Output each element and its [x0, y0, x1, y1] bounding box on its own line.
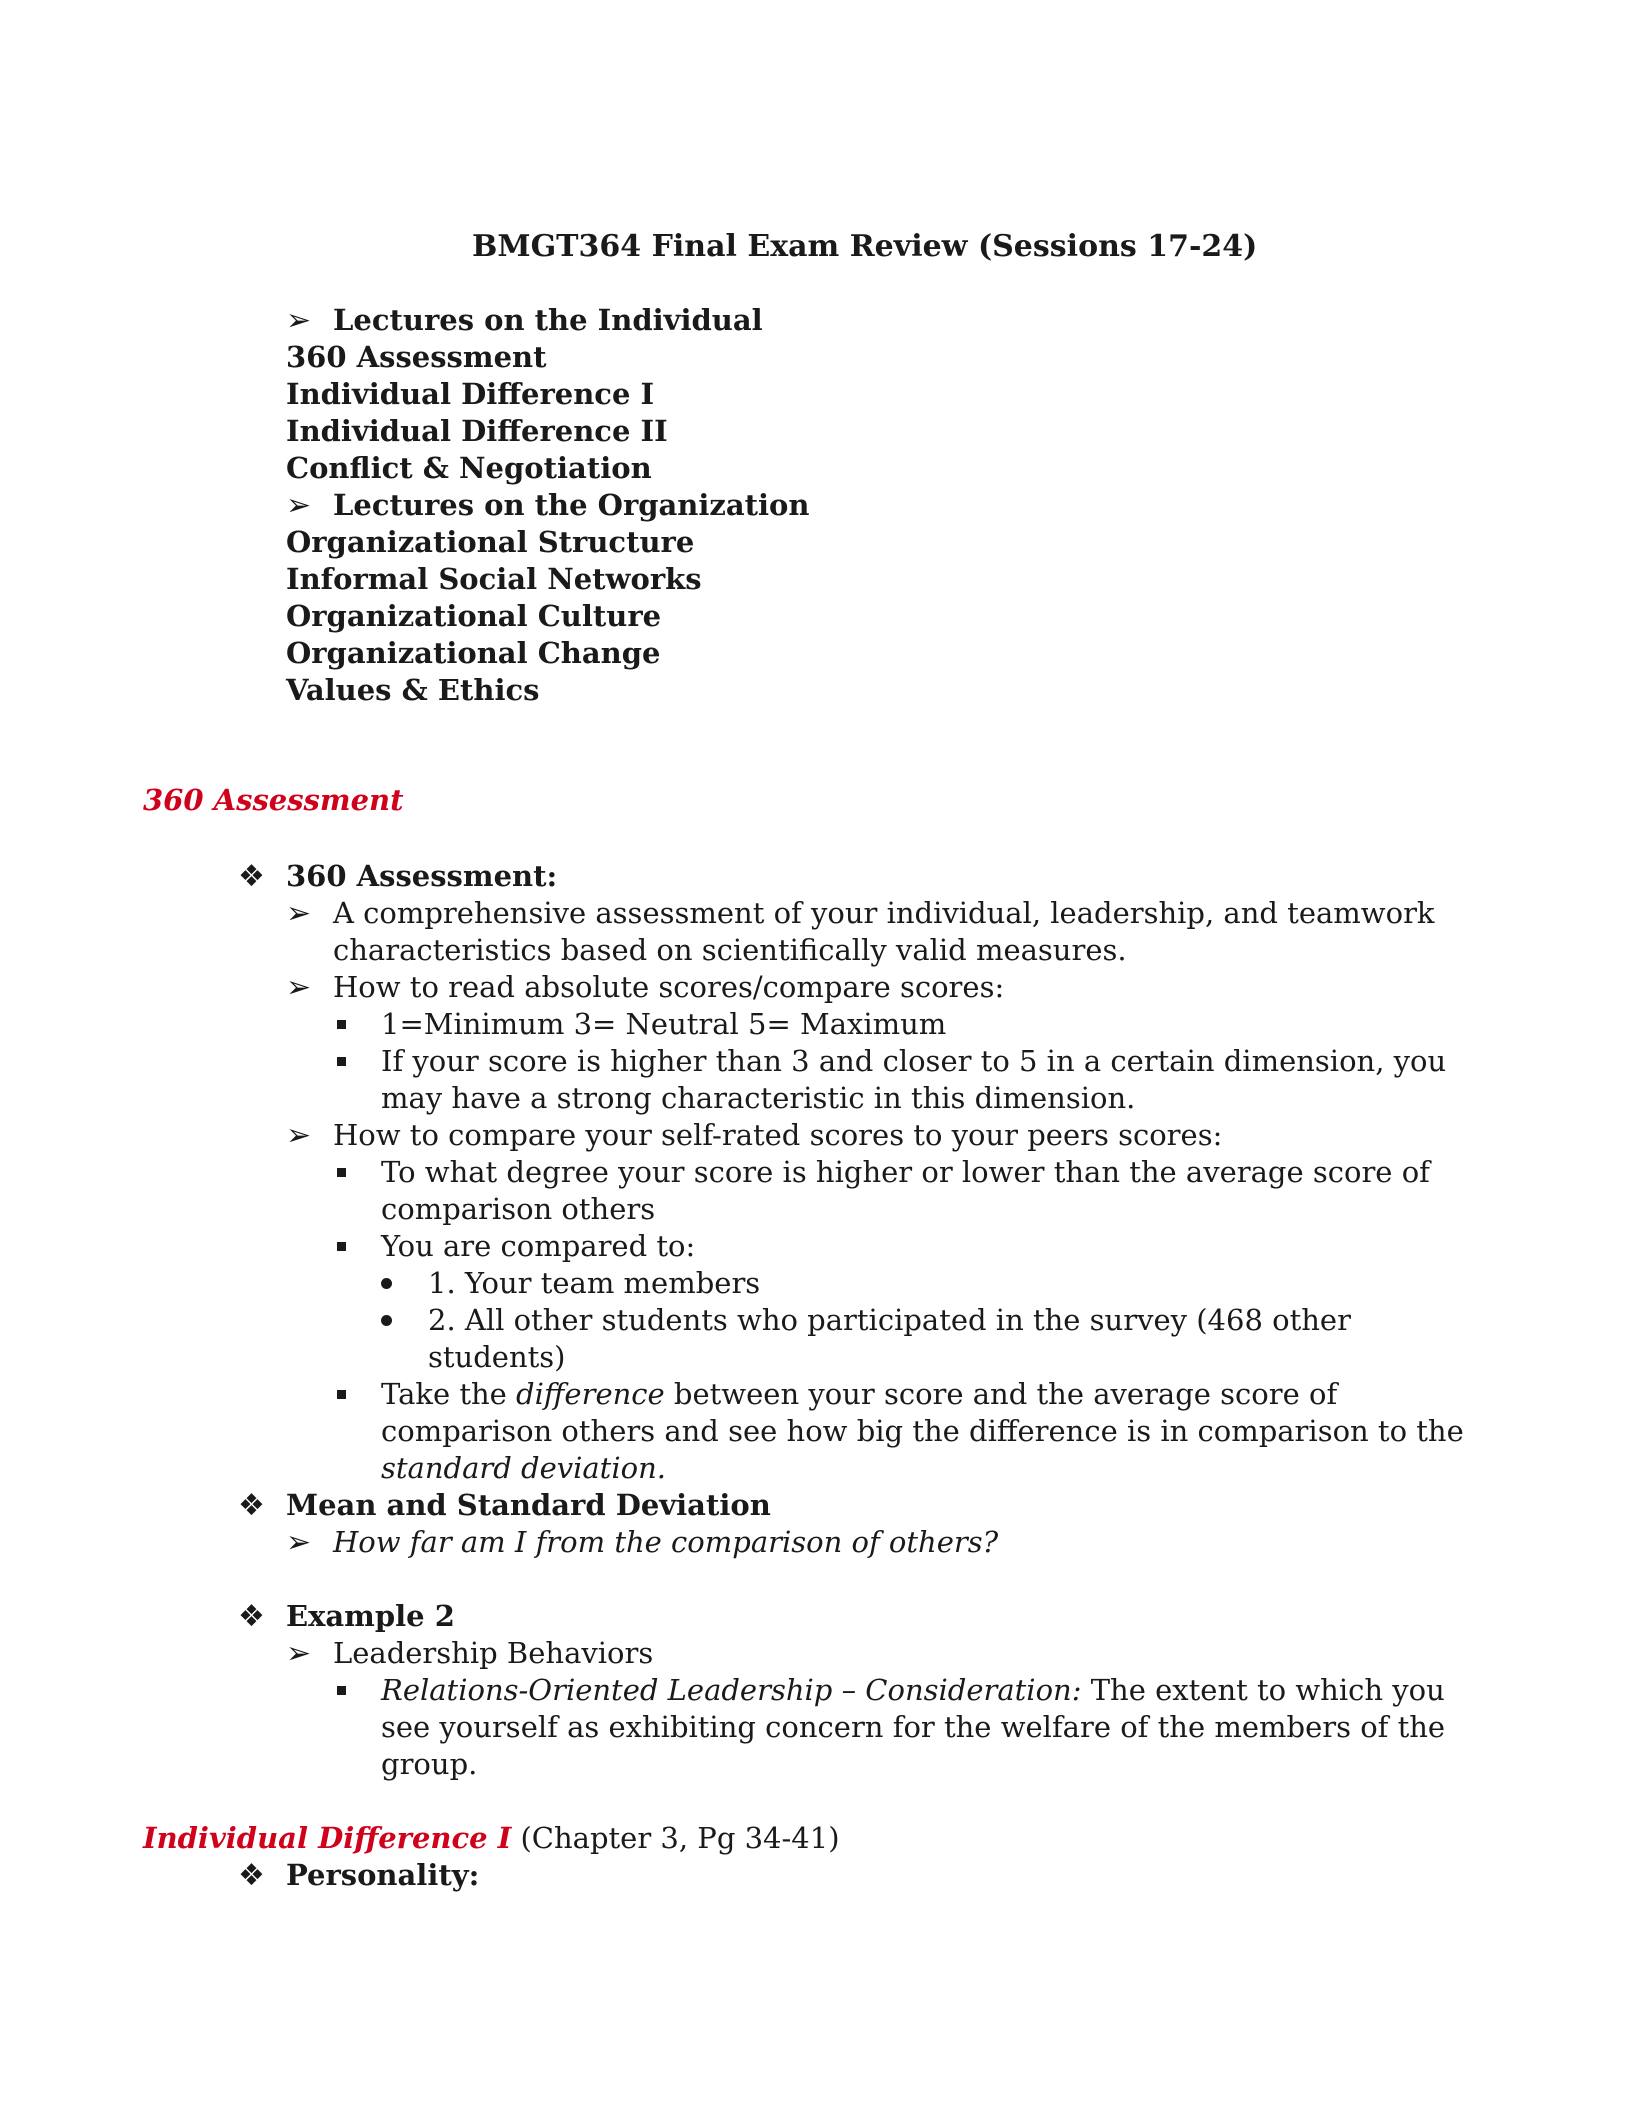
arrow-bullet-icon: ➢: [286, 1636, 312, 1671]
text-run: The extent to which you: [1081, 1673, 1445, 1707]
sub-bullet-text: How to read absolute scores/compare scores:: [333, 970, 1005, 1004]
toc-item: Organizational Culture: [286, 599, 662, 633]
emphasis-difference: difference: [516, 1377, 665, 1411]
sub-bullet-text: How to compare your self-rated scores to your peers scores:: [333, 1118, 1223, 1152]
arrow-bullet-icon: ➢: [286, 303, 312, 338]
square-bullet-icon: [337, 1390, 346, 1399]
square-bullet-icon: [337, 1242, 346, 1251]
square-bullet-icon: [337, 1168, 346, 1177]
bullet-example-2: Example 2: [286, 1599, 455, 1633]
square-bullet-icon: [337, 1020, 346, 1029]
arrow-bullet-icon: ➢: [286, 896, 312, 931]
square-bullet-text: may have a strong characteristic in this dimension.: [381, 1081, 1136, 1115]
round-bullet-icon: [381, 1278, 392, 1289]
square-bullet-text: comparison others and see how big the difference is in comparison to the: [381, 1414, 1464, 1448]
section-heading-ref: (Chapter 3, Pg 34-41): [511, 1821, 840, 1855]
square-bullet-text: 1=Minimum 3= Neutral 5= Maximum: [381, 1007, 947, 1041]
toc-item: 360 Assessment: [286, 340, 547, 374]
sub-bullet-text: How far am I from the comparison of others?: [333, 1525, 999, 1559]
square-bullet-text: You are compared to:: [381, 1229, 696, 1263]
square-bullet-text: comparison others: [381, 1192, 656, 1226]
diamond-bullet-icon: ❖: [238, 1858, 265, 1893]
square-bullet-text: [381, 1672, 1445, 1709]
square-bullet-icon: [337, 1057, 346, 1066]
square-bullet-text: see yourself as exhibiting concern for the welfare of the members of the: [381, 1710, 1446, 1744]
toc-group-individual: Lectures on the Individual: [333, 303, 763, 337]
diamond-bullet-icon: ❖: [238, 1599, 265, 1634]
sub-bullet-text: Leadership Behaviors: [333, 1636, 654, 1670]
bullet-mean-sd: Mean and Standard Deviation: [286, 1488, 771, 1522]
toc-item: Individual Difference I: [286, 377, 655, 411]
sub-bullet-text: characteristics based on scientifically valid measures.: [333, 933, 1127, 967]
diamond-bullet-icon: ❖: [238, 859, 265, 894]
round-bullet-text: students): [428, 1340, 566, 1374]
page-title: BMGT364 Final Exam Review (Sessions 17-24): [472, 229, 1258, 264]
square-bullet-text: group.: [381, 1747, 478, 1781]
round-bullet-icon: [381, 1315, 392, 1326]
toc-item: Organizational Change: [286, 636, 661, 670]
arrow-bullet-icon: ➢: [286, 1525, 312, 1560]
emphasis-term: Relations-Oriented Leadership – Consideration:: [381, 1673, 1082, 1707]
toc-item: Organizational Structure: [286, 525, 695, 559]
toc-item: Conflict & Negotiation: [286, 451, 652, 485]
section-heading-title: Individual Difference I: [143, 1821, 512, 1855]
toc-group-organization: Lectures on the Organization: [333, 488, 810, 522]
bullet-360-assessment: 360 Assessment:: [286, 859, 558, 893]
square-bullet-text: If your score is higher than 3 and closer to 5 in a certain dimension, you: [381, 1044, 1447, 1078]
text-run: between your score and the average score of: [664, 1377, 1338, 1411]
toc-item: Values & Ethics: [286, 673, 540, 707]
square-bullet-text: [381, 1376, 1337, 1413]
arrow-bullet-icon: ➢: [286, 1118, 312, 1153]
toc-item: Informal Social Networks: [286, 562, 702, 596]
diamond-bullet-icon: ❖: [238, 1488, 265, 1523]
square-bullet-text: standard deviation.: [381, 1451, 666, 1485]
bullet-personality: Personality:: [286, 1858, 480, 1892]
section-heading: [143, 1820, 840, 1857]
toc-item: Individual Difference II: [286, 414, 668, 448]
round-bullet-text: 1. Your team members: [428, 1266, 761, 1300]
arrow-bullet-icon: ➢: [286, 488, 312, 523]
sub-bullet-text: A comprehensive assessment of your individual, leadership, and teamwork: [333, 896, 1435, 930]
square-bullet-text: To what degree your score is higher or lower than the average score of: [381, 1155, 1430, 1189]
section-heading: 360 Assessment: [143, 783, 404, 817]
square-bullet-icon: [337, 1686, 346, 1695]
round-bullet-text: 2. All other students who participated in the survey (468 other: [428, 1303, 1351, 1337]
text-run: Take the: [381, 1377, 517, 1411]
arrow-bullet-icon: ➢: [286, 970, 312, 1005]
